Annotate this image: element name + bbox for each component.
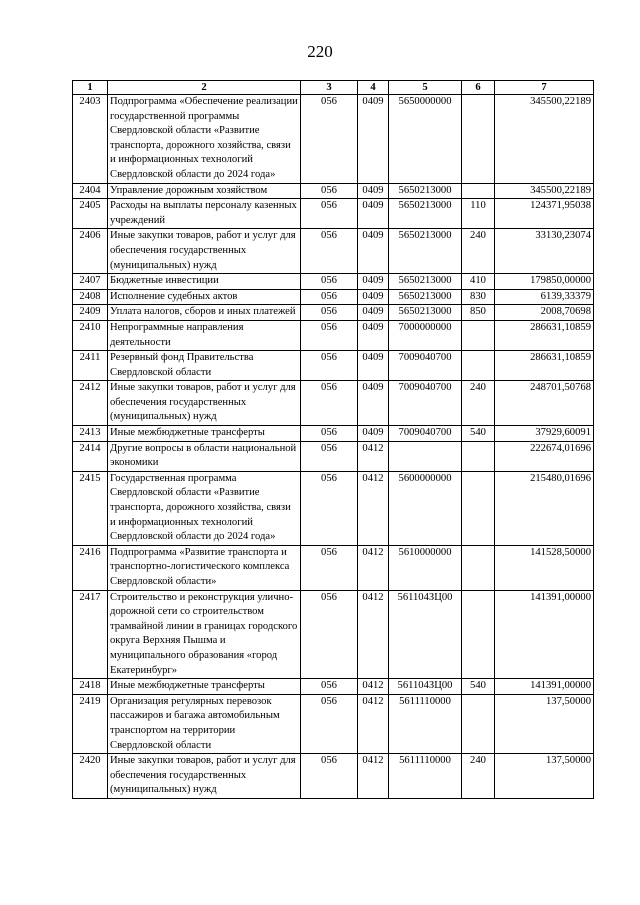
row-vr (462, 590, 495, 679)
row-razdel: 0409 (358, 199, 389, 229)
row-name: Управление дорожным хозяйством (108, 183, 301, 199)
row-csr: 7009040700 (389, 381, 462, 426)
row-ved: 056 (301, 590, 358, 679)
row-razdel: 0412 (358, 471, 389, 545)
row-number: 2413 (73, 426, 108, 442)
header-col-5: 5 (389, 81, 462, 95)
row-vr: 540 (462, 679, 495, 695)
row-sum: 345500,22189 (495, 183, 594, 199)
row-sum: 141391,00000 (495, 590, 594, 679)
row-sum: 6139,33379 (495, 289, 594, 305)
row-sum: 345500,22189 (495, 95, 594, 184)
row-sum: 2008,70698 (495, 305, 594, 321)
header-col-7: 7 (495, 81, 594, 95)
table-row (73, 289, 594, 305)
row-csr: 561104ЗЦ00 (389, 590, 462, 679)
row-name: Другие вопросы в области национальной экономики (108, 441, 301, 471)
row-vr (462, 441, 495, 471)
row-number: 2409 (73, 305, 108, 321)
table-row (73, 679, 594, 695)
row-razdel: 0409 (358, 351, 389, 381)
row-razdel: 0409 (358, 305, 389, 321)
row-sum: 137,50000 (495, 694, 594, 753)
row-vr (462, 95, 495, 184)
row-name: Расходы на выплаты персоналу казенных учреждений (108, 199, 301, 229)
row-csr: 5650000000 (389, 95, 462, 184)
row-vr (462, 351, 495, 381)
row-vr: 240 (462, 381, 495, 426)
header-col-3: 3 (301, 81, 358, 95)
row-number: 2412 (73, 381, 108, 426)
row-number: 2407 (73, 274, 108, 290)
row-sum: 137,50000 (495, 754, 594, 799)
table-row (73, 545, 594, 590)
row-razdel: 0409 (358, 95, 389, 184)
row-number: 2411 (73, 351, 108, 381)
row-vr: 110 (462, 199, 495, 229)
row-sum: 286631,10859 (495, 351, 594, 381)
row-sum: 248701,50768 (495, 381, 594, 426)
row-sum: 215480,01696 (495, 471, 594, 545)
row-csr: 5650213000 (389, 229, 462, 274)
row-vr (462, 545, 495, 590)
row-ved: 056 (301, 381, 358, 426)
table-row (73, 229, 594, 274)
row-ved: 056 (301, 199, 358, 229)
row-name: Иные закупки товаров, работ и услуг для обеспечения государственных (муниципальных) нужд (108, 229, 301, 274)
row-razdel: 0412 (358, 679, 389, 695)
row-name: Иные закупки товаров, работ и услуг для обеспечения государственных (муниципальных) нужд (108, 381, 301, 426)
row-vr: 850 (462, 305, 495, 321)
header-row (73, 81, 594, 95)
row-name: Организация регулярных перевозок пассажиров и багажа автомобильным транспортом на территории Свердловской области (108, 694, 301, 753)
header-col-2: 2 (108, 81, 301, 95)
row-vr: 540 (462, 426, 495, 442)
row-ved: 056 (301, 229, 358, 274)
row-ved: 056 (301, 320, 358, 350)
row-sum: 141391,00000 (495, 679, 594, 695)
table-row (73, 471, 594, 545)
row-razdel: 0412 (358, 441, 389, 471)
table-row (73, 183, 594, 199)
row-csr: 5611110000 (389, 694, 462, 753)
row-vr: 240 (462, 229, 495, 274)
table-row (73, 754, 594, 799)
row-csr: 5650213000 (389, 289, 462, 305)
row-number: 2417 (73, 590, 108, 679)
row-ved: 056 (301, 426, 358, 442)
row-ved: 056 (301, 471, 358, 545)
budget-table (72, 80, 594, 799)
table-row (73, 320, 594, 350)
row-csr: 5650213000 (389, 305, 462, 321)
row-name: Иные межбюджетные трансферты (108, 426, 301, 442)
row-ved: 056 (301, 441, 358, 471)
row-ved: 056 (301, 694, 358, 753)
row-name: Строительство и реконструкция улично-дорожной сети со строительством трамвайной линии в границах городского округа Верхняя Пышма и муниципального образования «город Екатеринбург» (108, 590, 301, 679)
row-csr: 7009040700 (389, 351, 462, 381)
row-number: 2416 (73, 545, 108, 590)
row-ved: 056 (301, 274, 358, 290)
row-csr: 5650213000 (389, 183, 462, 199)
row-razdel: 0412 (358, 754, 389, 799)
row-number: 2419 (73, 694, 108, 753)
row-razdel: 0412 (358, 590, 389, 679)
row-number: 2403 (73, 95, 108, 184)
row-name: Государственная программа Свердловской области «Развитие транспорта, дорожного хозяйства, связи и информационных технологий Свердловской области до 2024 года» (108, 471, 301, 545)
row-razdel: 0409 (358, 426, 389, 442)
row-razdel: 0412 (358, 545, 389, 590)
table-row (73, 426, 594, 442)
row-number: 2420 (73, 754, 108, 799)
header-col-6: 6 (462, 81, 495, 95)
row-sum: 141528,50000 (495, 545, 594, 590)
row-csr: 5650213000 (389, 199, 462, 229)
row-sum: 33130,23074 (495, 229, 594, 274)
row-vr: 410 (462, 274, 495, 290)
table-body (73, 95, 594, 799)
row-name: Иные межбюджетные трансферты (108, 679, 301, 695)
row-csr: 5650213000 (389, 274, 462, 290)
row-name: Резервный фонд Правительства Свердловской области (108, 351, 301, 381)
row-name: Непрограммные направления деятельности (108, 320, 301, 350)
table-row (73, 441, 594, 471)
row-ved: 056 (301, 305, 358, 321)
page-number: 220 (307, 42, 333, 61)
row-sum: 179850,00000 (495, 274, 594, 290)
row-csr: 7000000000 (389, 320, 462, 350)
row-vr (462, 471, 495, 545)
row-number: 2405 (73, 199, 108, 229)
header-col-1: 1 (73, 81, 108, 95)
row-csr: 5600000000 (389, 471, 462, 545)
row-csr (389, 441, 462, 471)
row-number: 2410 (73, 320, 108, 350)
table-row (73, 351, 594, 381)
row-razdel: 0409 (358, 381, 389, 426)
row-number: 2418 (73, 679, 108, 695)
row-ved: 056 (301, 351, 358, 381)
row-sum: 124371,95038 (495, 199, 594, 229)
row-razdel: 0409 (358, 274, 389, 290)
row-number: 2408 (73, 289, 108, 305)
row-name: Подпрограмма «Развитие транспорта и транспортно-логистического комплекса Свердловской области» (108, 545, 301, 590)
row-razdel: 0409 (358, 183, 389, 199)
row-ved: 056 (301, 289, 358, 305)
header-col-4: 4 (358, 81, 389, 95)
row-sum: 222674,01696 (495, 441, 594, 471)
row-vr (462, 183, 495, 199)
row-ved: 056 (301, 95, 358, 184)
row-name: Иные закупки товаров, работ и услуг для обеспечения государственных (муниципальных) нужд (108, 754, 301, 799)
row-name: Уплата налогов, сборов и иных платежей (108, 305, 301, 321)
table-row (73, 590, 594, 679)
table-row (73, 274, 594, 290)
table-row (73, 305, 594, 321)
row-vr: 240 (462, 754, 495, 799)
row-ved: 056 (301, 754, 358, 799)
row-number: 2404 (73, 183, 108, 199)
row-number: 2414 (73, 441, 108, 471)
table-row (73, 694, 594, 753)
row-name: Исполнение судебных актов (108, 289, 301, 305)
row-vr (462, 694, 495, 753)
row-razdel: 0409 (358, 289, 389, 305)
row-number: 2415 (73, 471, 108, 545)
row-sum: 286631,10859 (495, 320, 594, 350)
row-csr: 561104ЗЦ00 (389, 679, 462, 695)
row-csr: 7009040700 (389, 426, 462, 442)
row-ved: 056 (301, 183, 358, 199)
table-row (73, 199, 594, 229)
row-ved: 056 (301, 545, 358, 590)
row-vr: 830 (462, 289, 495, 305)
row-name: Бюджетные инвестиции (108, 274, 301, 290)
row-razdel: 0409 (358, 229, 389, 274)
row-sum: 37929,60091 (495, 426, 594, 442)
row-csr: 5610000000 (389, 545, 462, 590)
table-row (73, 381, 594, 426)
row-name: Подпрограмма «Обеспечение реализации государственной программы Свердловской области «Развитие транспорта, дорожного хозяйства, связи и информационных технологий Свердловской области до 2024 года» (108, 95, 301, 184)
row-razdel: 0409 (358, 320, 389, 350)
row-number: 2406 (73, 229, 108, 274)
row-razdel: 0412 (358, 694, 389, 753)
row-vr (462, 320, 495, 350)
table-row (73, 95, 594, 184)
row-csr: 5611110000 (389, 754, 462, 799)
row-ved: 056 (301, 679, 358, 695)
